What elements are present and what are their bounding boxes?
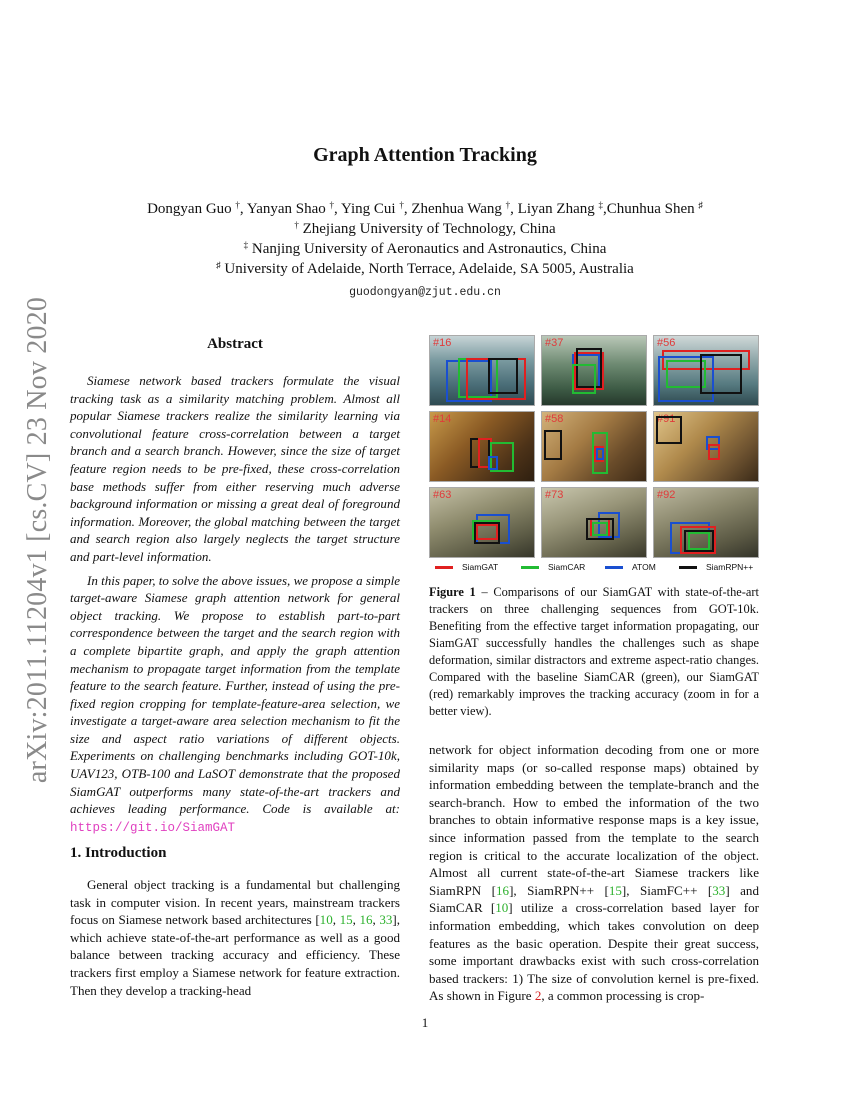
affiliation [0,239,850,259]
siamrpn-box [488,358,518,394]
tracking-frame [653,487,759,558]
legend-item [521,561,585,573]
figure-reference-link[interactable]: 2 [534,988,542,1004]
frame-label: #14 [433,413,452,425]
siamrpn-box [544,430,562,460]
siamcar-box [688,532,710,550]
siamrpn-box [700,354,742,394]
atom-box [488,456,498,470]
body-text: ], SiamFC++ [ [621,882,713,898]
legend-label: SiamRPN++ [706,562,754,572]
citation-link[interactable]: 10 [319,912,333,928]
citation-link[interactable]: 33 [379,912,393,928]
legend-item [435,561,498,573]
citation-link[interactable]: 16 [359,912,373,928]
affiliation [0,259,850,279]
legend-swatch [679,566,697,569]
siamcar-box [572,364,596,394]
body-text: ], SiamRPN++ [ [509,882,609,898]
author-list: Dongyan Guo †, Yanyan Shao †, Ying Cui †, Zhenhua Wang †, Liyan Zhang ‡,Chunhua Shen ♯ [147,200,703,217]
author-name: Yanyan Shao [246,201,326,217]
abstract-paragraph: Siamese network based trackers formulate the visual tracking task as a similarity matching problem. Almost all popular Siamese trackers realize the similarity learning via convolutional feature cross-correlation between a target branch and a search branch. However, since the size of target feature region needs to be pre-fixed, these cross-correlation base methods suffer from either reserving much adverse background information or missing a great deal of foreground information. Moreover, the global matching between the target and search region also largely neglects the target structure and part-level information. [70,373,400,564]
page-number: 1 [421,1015,429,1030]
paper-title: Graph Attention Tracking [313,144,537,166]
introduction-body [70,876,400,999]
tracking-frame [429,411,535,482]
affiliation-mark: ♯ [216,260,221,270]
legend-label: SiamGAT [462,562,499,572]
abstract-text: In this paper, to solve the above issues, we propose a simple target-aware Siamese graph attention network for general object tracking. We propose to establish part-to-part correspondence between the target and the search region with a complete bipartite graph, and apply the graph attention mechanism to propagate target information from the template feature to the search feature. Further, instead of using the pre-fixed region cropping for template-feature-area selection, we investigate a target-aware area selection mechanism to fit the size and aspect ratio variations of different objects. Experiments on challenging benchmarks including GOT-10k, UAV123, OTB-100 and LaSOT demonstrate that the proposed SiamGAT outperforms many state-of-the-art trackers and achieves leading performance. Code is available at: [70,572,400,817]
affiliation-mark: † [399,200,404,210]
frame-label: #37 [545,337,564,349]
author-name: Liyan Zhang [517,201,595,217]
body-text: network for object information decoding from one or more similarity maps (or so-called response maps) obtained by information embedding between the template-branch and the search-branch. How to embed the information of the two branches to obtain informative response maps is a key issue, since information passed from the template to the search region is critical to the accurate localization of the object. Almost all current state-of-the-art Siamese trackers like SiamRPN [ [429,742,759,898]
affiliation-mark: ‡ [598,200,603,210]
tracking-frame [653,335,759,406]
frame-label: #73 [545,489,564,501]
citation-link[interactable]: 16 [496,882,510,898]
body-text: General object tracking is a fundamental but challenging task in computer vision. In recent years, mainstream trackers focus on Siamese network based architectures [ [70,877,400,928]
affiliation-name: Nanjing University of Aeronautics and Astronautics, China [251,241,607,257]
siamrpn-box [474,522,500,544]
author-name: Chunhua Shen [606,201,695,217]
atom-box [596,448,604,460]
section-heading-introduction: 1. Introduction [70,845,167,861]
frame-label: #58 [545,413,564,425]
tracking-frame [541,411,647,482]
abstract-paragraph [70,572,400,838]
affiliation-mark: † [505,200,511,210]
frame-label: #63 [433,489,452,501]
siamcar-box [592,522,608,536]
code-link[interactable]: https://git.io/SiamGAT [70,820,236,835]
affiliation [0,219,850,239]
author-email: guodongyan@zjut.edu.cn [349,286,501,299]
figure-1 [429,335,760,575]
legend-label: SiamCAR [548,562,586,572]
legend-swatch [435,566,453,569]
frame-label: #92 [657,489,676,501]
tracking-frame [541,487,647,558]
author-name: Dongyan Guo [147,201,232,217]
citation-link[interactable]: 33 [712,882,726,898]
tracking-frame [429,487,535,558]
frame-label: #91 [657,413,676,425]
right-column-body [429,741,759,1005]
legend-item [679,561,753,573]
legend-swatch [521,566,539,569]
affiliation-mark: † [329,200,335,210]
figure-caption [429,584,759,720]
frame-label: #16 [433,337,452,349]
legend-swatch [605,566,623,569]
tracking-frame [653,411,759,482]
body-text: , a common processing is crop- [541,988,705,1004]
author-name: Ying Cui [340,201,396,217]
arxiv-stamp [24,290,52,790]
affiliation-mark: † [235,200,240,210]
body-text: , [352,912,360,928]
body-paragraph [70,876,400,999]
caption-text: – Comparisons of our SiamGAT with state-of-the-art trackers on three challenging sequences from GOT-10k. Benefiting from the effective target information propagating, our SiamGAT successfully handles the challenges such as shape deformation, similar distractors and extreme aspect-ratio changes. Compared with the baseline SiamCAR (green), our SiamGAT (red) remarkably improves the tracking accuracy (zoom in for a better view). [429,585,759,718]
caption-label: Figure 1 [429,585,476,599]
citation-link[interactable]: 15 [608,882,622,898]
body-text: ] and SiamCAR [ [429,882,759,916]
author-name: Zhenhua Wang [411,201,502,217]
citation-link[interactable]: 15 [339,912,353,928]
affiliation-mark: ♯ [698,200,703,210]
legend-item [605,561,656,573]
affiliation-mark: † [294,220,299,230]
siamgat-box [708,444,720,460]
affiliation-mark: ‡ [243,240,249,250]
affiliation-name: University of Adelaide, North Terrace, Adelaide, SA 5005, Australia [224,261,634,277]
body-paragraph [429,741,759,1005]
tracking-frame [429,335,535,406]
body-text: , [332,912,340,928]
arxiv-stamp-text: arXiv:2011.11204v1 [cs.CV] 23 Nov 2020 [22,296,53,784]
abstract-body [70,372,400,837]
tracking-frame [541,335,647,406]
legend-label: ATOM [632,562,656,572]
affiliation-name: Zhejiang University of Technology, China [302,221,556,237]
siamrpn-box [656,416,682,444]
body-text: ] utilize a cross-correlation based layer for information embedding, which takes convolution on deep features as the basic operation. Despite their great success, some important drawbacks exist with such cross-correlation based trackers: 1) The size of convolution kernel is pre-fixed. As shown in Figure [429,900,759,1004]
abstract-heading: Abstract [207,336,263,352]
frame-label: #56 [657,337,676,349]
body-text: , [372,912,380,928]
citation-link[interactable]: 10 [495,900,509,916]
body-text: ], which achieve state-of-the-art performance as well as a good balance between tracking accuracy and efficiency. These trackers first employ a Siamese network for feature extraction. Then they develop a tracking-head [70,912,400,998]
